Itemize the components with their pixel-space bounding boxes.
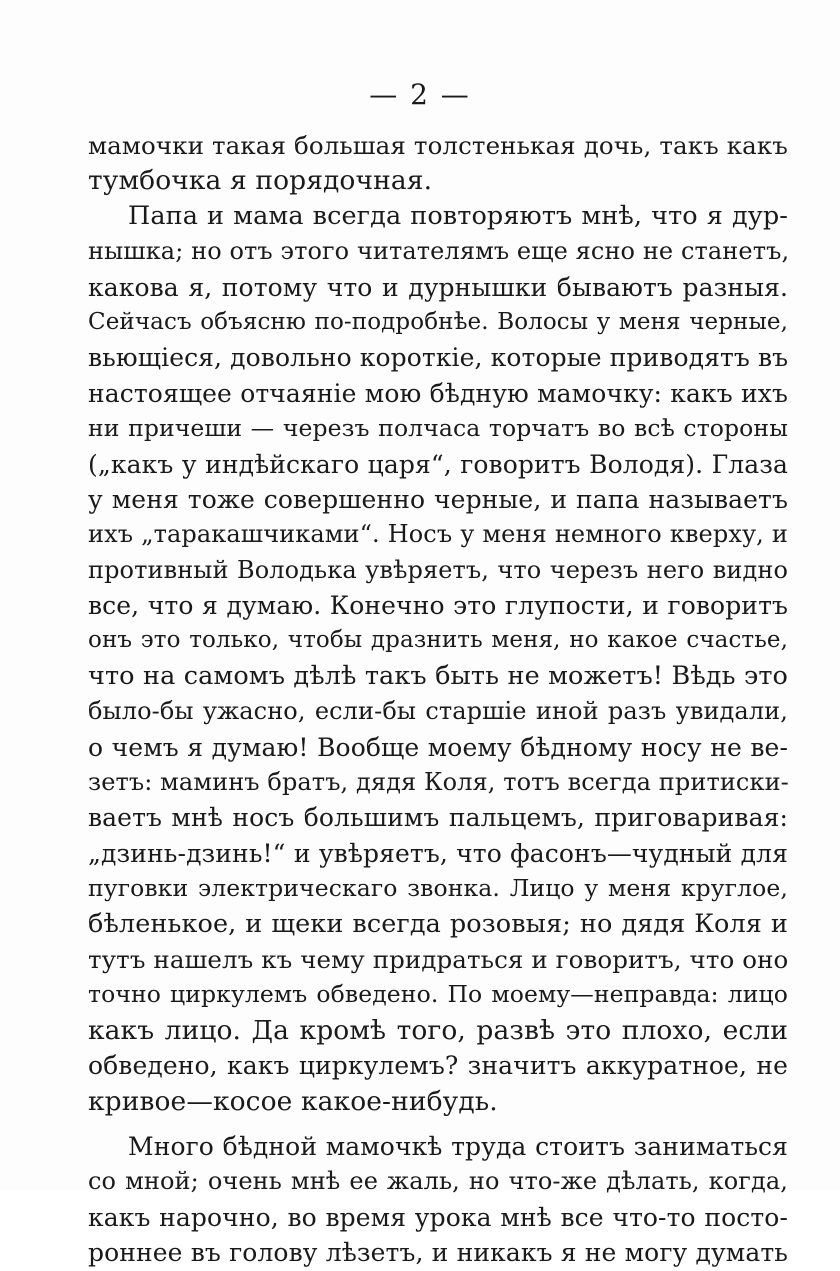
paragraph-3 xyxy=(88,1129,788,1271)
paragraph-spacing xyxy=(88,1119,788,1129)
text-line: какъ нарочно, во время урока мнѣ все что-то посто- xyxy=(88,1202,788,1232)
text-line: какъ лицо. Да кромѣ того, развѣ это плохо, если xyxy=(88,1014,788,1046)
text-line: тумбочка я порядочная. xyxy=(88,165,433,197)
text-line: ихъ „таракашчиками“. Носъ у меня немного кверху, и xyxy=(88,520,788,549)
text-line: было-бы ужасно, если-бы старшіе иной разъ увидали, xyxy=(88,697,788,726)
text-line: вьющіеся, довольно короткіе, которые приводятъ въ xyxy=(88,343,789,373)
text-line: Папа и мама всегда повторяютъ мнѣ, что я дур- xyxy=(128,200,788,231)
text-line: ваетъ мнѣ носъ большимъ пальцемъ, приговаривая: xyxy=(88,803,788,833)
text-line: противный Володька увѣряетъ, что черезъ него видно xyxy=(88,555,788,584)
text-line: Сейчасъ объясню по-подробнѣе. Волосы у меня черные, xyxy=(88,308,788,335)
paragraph-2 xyxy=(88,199,788,1119)
text-line: тутъ нашелъ къ чему придраться и говоритъ, что оно xyxy=(88,944,789,974)
text-line: Много бѣдной мамочкѣ труда стоитъ заниматься xyxy=(128,1131,788,1161)
text-line: точно циркулемъ обведено. По моему—неправда: лицо xyxy=(88,980,788,1009)
text-line: ни причеши — черезъ полчаса торчатъ во всѣ стороны xyxy=(88,414,788,443)
text-line: что на самомъ дѣлѣ такъ быть не можетъ! Вѣдь это xyxy=(88,660,788,691)
text-line: роннее въ голову лѣзетъ, и никакъ я не могу думать xyxy=(88,1238,788,1268)
page-number: — 2 — xyxy=(369,78,471,111)
text-line: все, что я думаю. Конечно это глупости, и говоритъ xyxy=(88,591,788,621)
text-line: какова я, потому что и дурнышки бываютъ разныя. xyxy=(88,272,788,302)
text-line: „дзинь-дзинь!“ и увѣряетъ, что фасонъ—чудный для xyxy=(88,838,788,868)
text-line: обведено, какъ циркулемъ? значитъ аккуратное, не xyxy=(88,1051,788,1081)
text-line: бѣленькое, и щеки всегда розовыя; но дядя Коля и xyxy=(88,908,788,939)
text-line: у меня тоже совершенно черные, и папа называетъ xyxy=(88,484,788,514)
text-line: пуговки электрическаго звонка. Лицо у меня круглое, xyxy=(88,874,788,903)
text-line: настоящее отчаяніе мою бѣдную мамочку: какъ ихъ xyxy=(88,378,788,408)
text-line: онъ это только, чтобы дразнить меня, но какое счастье, xyxy=(88,627,788,654)
paragraph-1 xyxy=(88,128,788,199)
text-line: мамочки такая большая толстенькая дочь, такъ какъ xyxy=(88,131,788,160)
text-line: кривое—косое какое-нибудь. xyxy=(88,1085,498,1117)
text-line: („какъ у индѣйскаго царя“, говоритъ Володя). Глаза xyxy=(88,449,788,479)
text-line: нышка; но отъ этого читателямъ еще ясно не станетъ, xyxy=(88,237,790,266)
body-text xyxy=(88,128,788,1271)
text-line: со мной; очень мнѣ ее жаль, но что-же дѣлать, когда, xyxy=(88,1167,788,1196)
text-line: о чемъ я думаю! Вообще моему бѣдному носу не ве- xyxy=(88,732,788,762)
text-line: зетъ: маминъ братъ, дядя Коля, тотъ всегда притиски- xyxy=(88,768,789,797)
